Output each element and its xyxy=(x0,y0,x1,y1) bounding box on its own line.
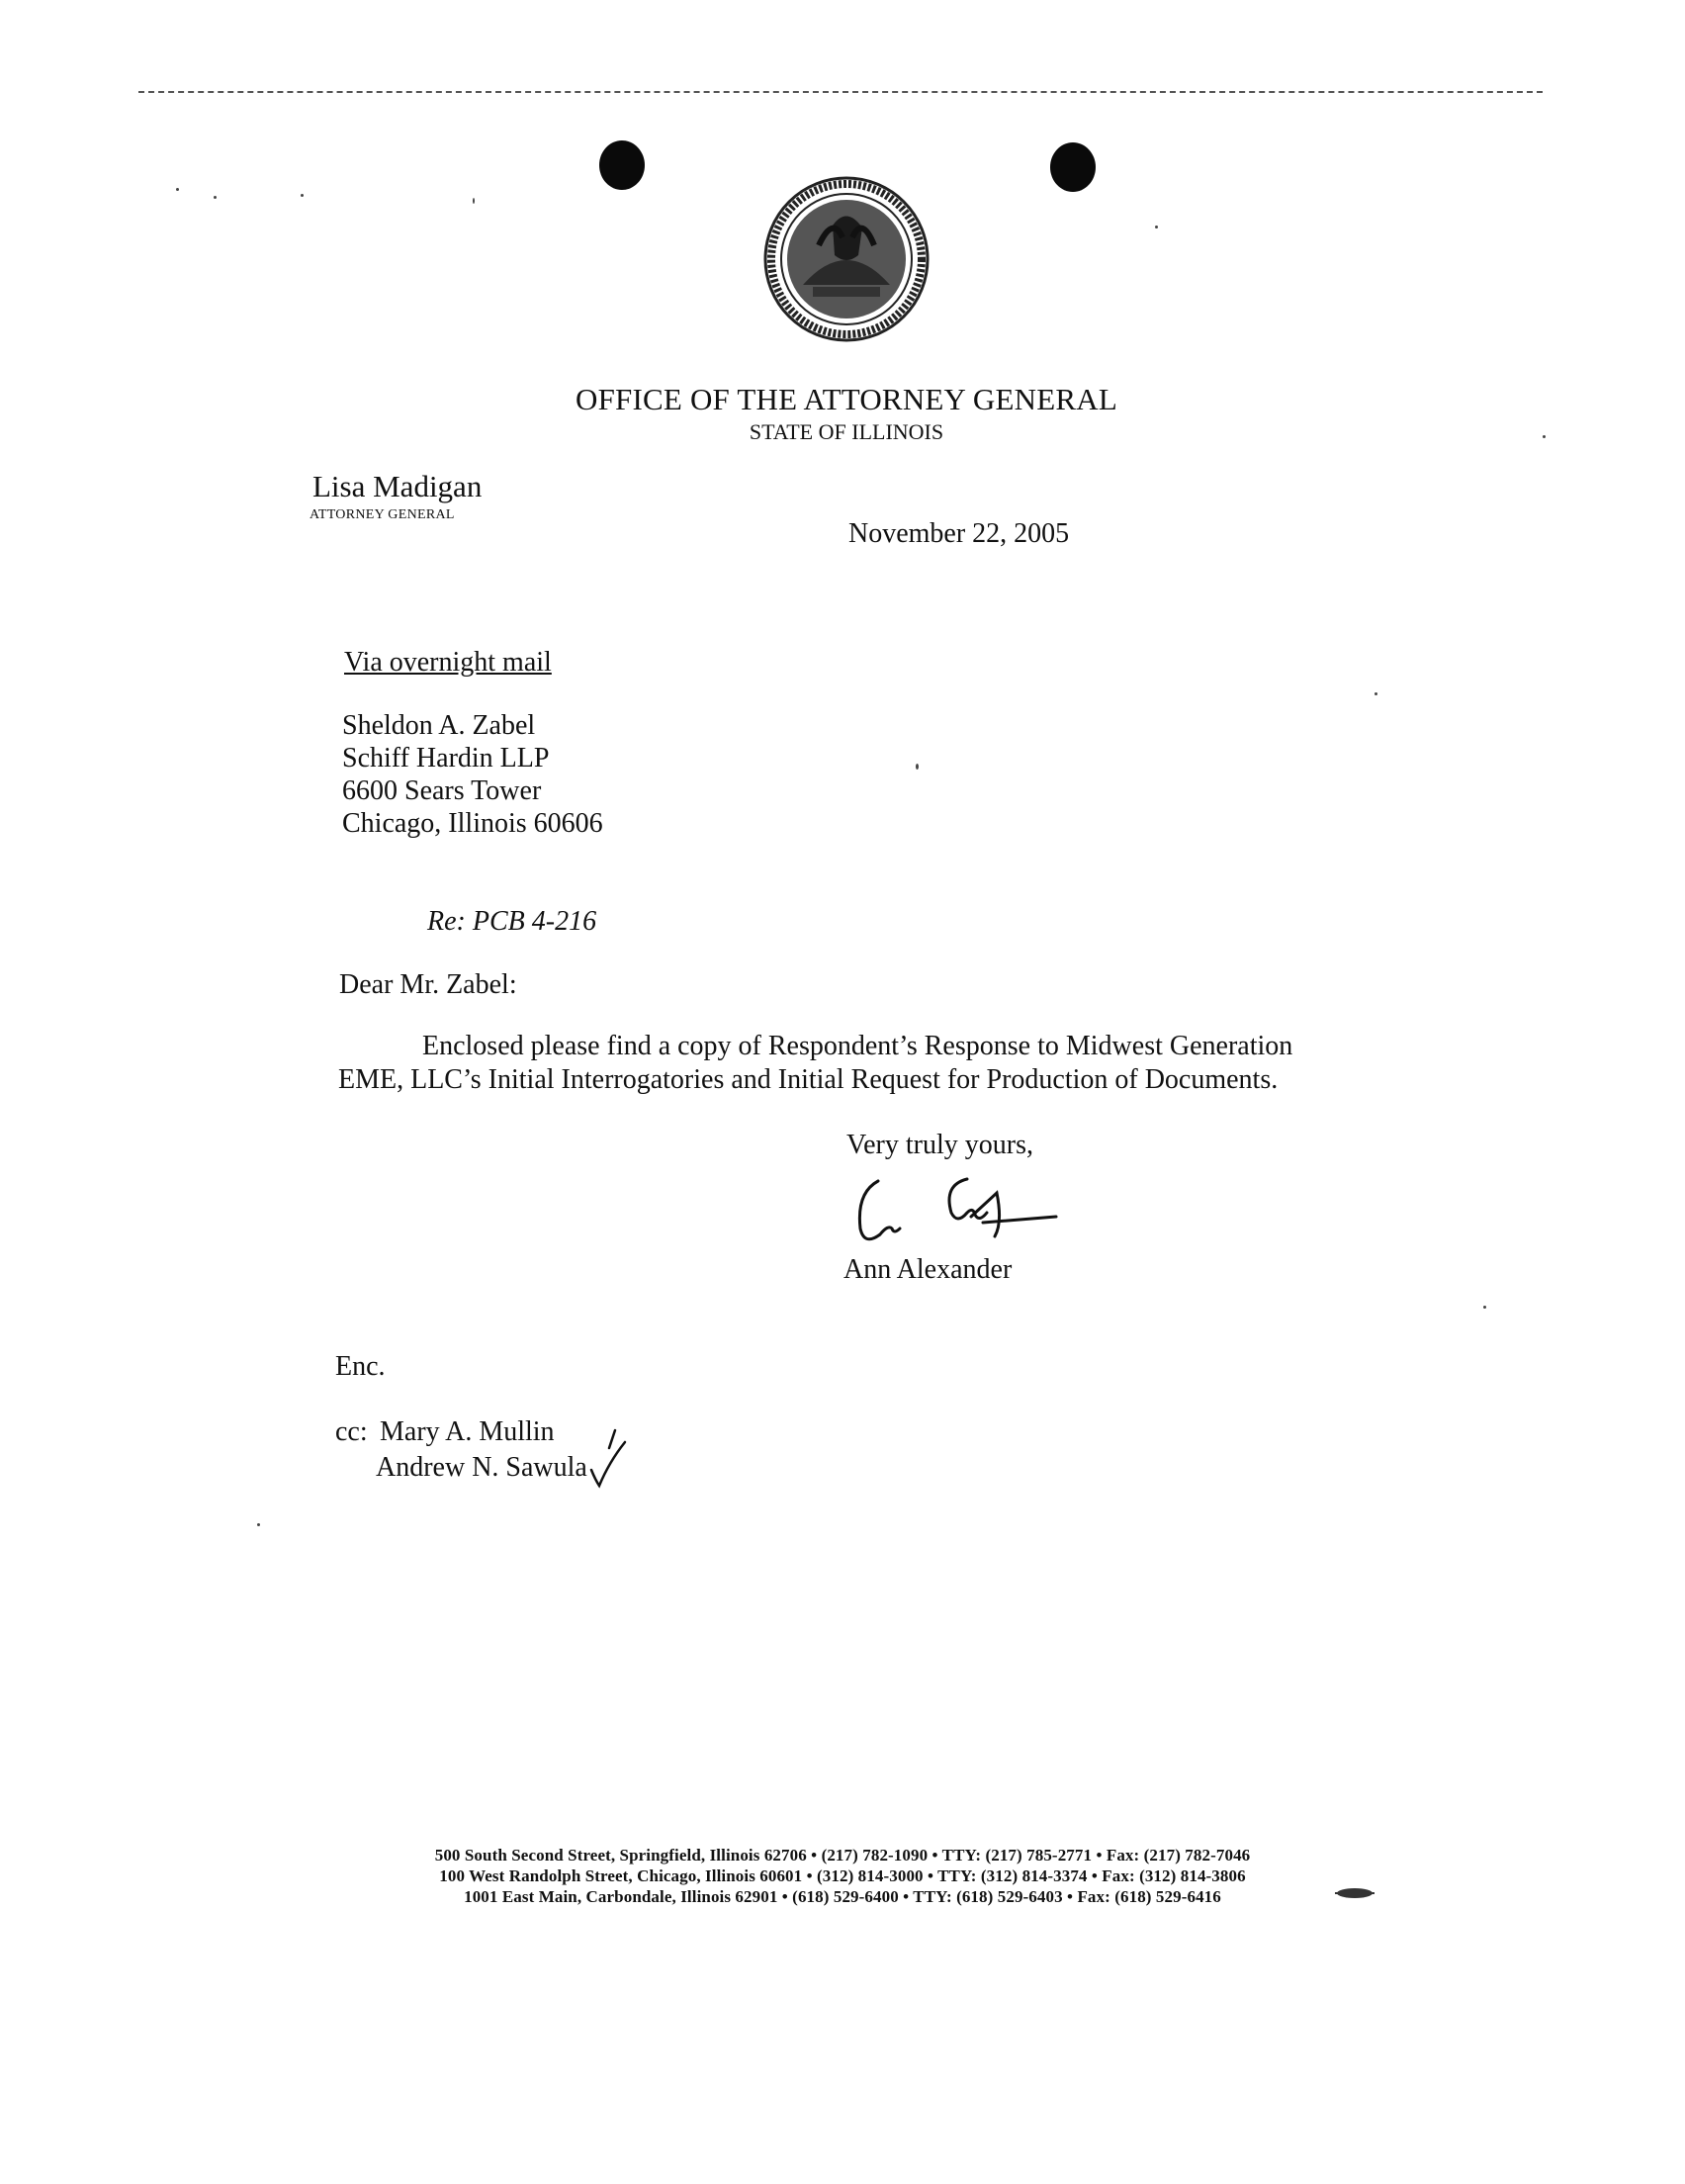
scan-speck xyxy=(916,764,919,770)
office-title: OFFICE OF THE ATTORNEY GENERAL xyxy=(576,382,1117,416)
scan-speck xyxy=(1155,226,1158,228)
enclosure-notation: Enc. xyxy=(335,1351,386,1382)
punch-hole-left xyxy=(599,140,645,190)
body-line-1: Enclosed please find a copy of Respondent’s Response to Midwest Generation xyxy=(422,1031,1293,1061)
attorney-general-title: ATTORNEY GENERAL xyxy=(310,507,455,522)
recycled-paper-mark xyxy=(1335,1886,1375,1900)
body-line-2: EME, LLC’s Initial Interrogatories and Initial Request for Production of Documents. xyxy=(338,1064,1279,1095)
punch-hole-right xyxy=(1050,142,1096,192)
checkmark-icon xyxy=(585,1424,631,1490)
state-seal-icon xyxy=(763,176,930,342)
signer-name: Ann Alexander xyxy=(843,1254,1013,1285)
cc-name-2: Andrew N. Sawula xyxy=(376,1452,587,1483)
scan-speck xyxy=(257,1523,260,1526)
scan-speck xyxy=(301,194,304,197)
recipient-name: Sheldon A. Zabel xyxy=(342,710,536,741)
salutation: Dear Mr. Zabel: xyxy=(339,969,517,1000)
cc-name-1: Mary A. Mullin xyxy=(380,1416,555,1447)
top-scan-rule xyxy=(138,91,1543,93)
scan-speck xyxy=(1483,1306,1486,1309)
footer-address-chicago: 100 West Randolph Street, Chicago, Illinois 60601 • (312) 814-3000 • TTY: (312) 814-3374 • Fax: (312) 814-3806 xyxy=(439,1866,1246,1885)
recipient-street: 6600 Sears Tower xyxy=(342,775,542,806)
office-state: STATE OF ILLINOIS xyxy=(749,419,944,444)
cc-label: cc: xyxy=(335,1416,368,1447)
scan-speck xyxy=(176,188,179,191)
attorney-general-name: Lisa Madigan xyxy=(312,469,483,503)
scan-speck xyxy=(473,198,475,204)
scan-speck xyxy=(1543,435,1546,438)
recipient-city: Chicago, Illinois 60606 xyxy=(342,808,603,839)
recipient-firm: Schiff Hardin LLP xyxy=(342,743,550,774)
letter-date: November 22, 2005 xyxy=(848,518,1070,549)
delivery-method: Via overnight mail xyxy=(344,647,552,678)
scan-speck xyxy=(1375,692,1377,695)
scan-speck xyxy=(214,196,217,199)
closing: Very truly yours, xyxy=(846,1130,1033,1160)
footer-address-springfield: 500 South Second Street, Springfield, Illinois 62706 • (217) 782-1090 • TTY: (217) 785-2771 • Fax: (217) 782-7046 xyxy=(434,1846,1251,1865)
footer-address-carbondale: 1001 East Main, Carbondale, Illinois 62901 • (618) 529-6400 • TTY: (618) 529-6403 • Fax: (618) 529-6416 xyxy=(464,1887,1221,1906)
reference-line: Re: PCB 4-216 xyxy=(427,906,597,937)
